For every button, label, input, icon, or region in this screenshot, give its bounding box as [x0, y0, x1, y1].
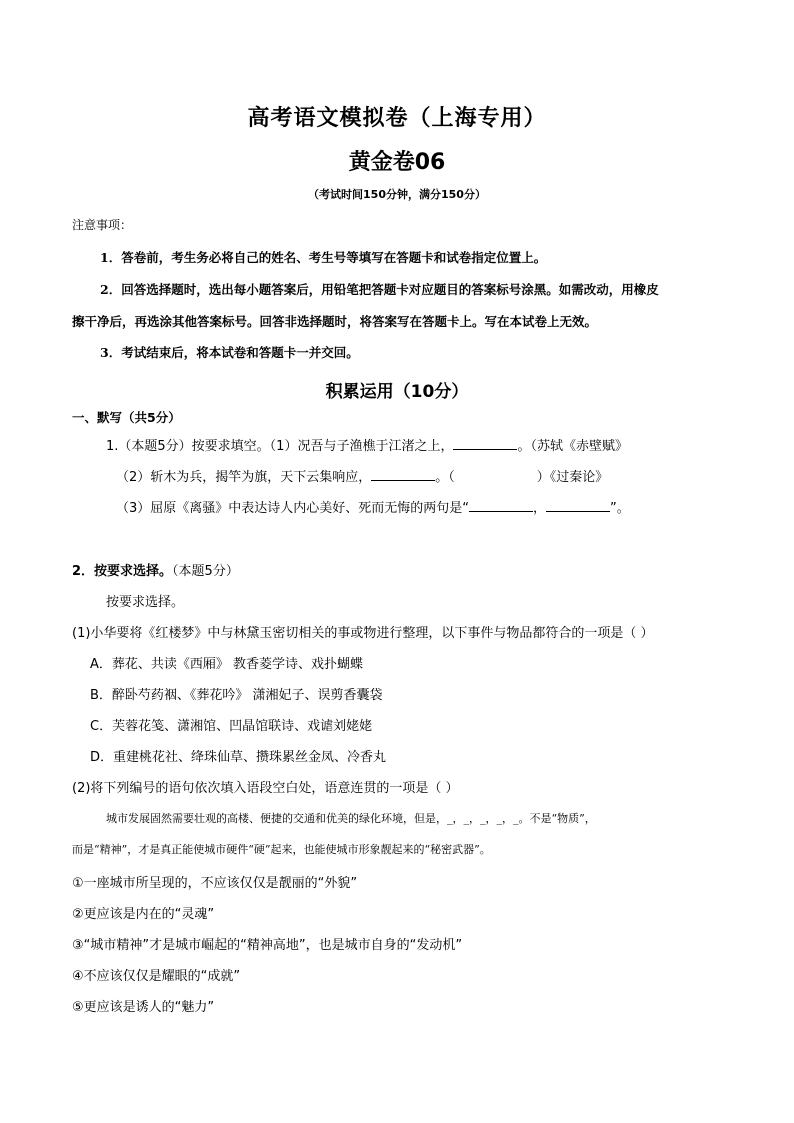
answer-blank[interactable]	[371, 468, 435, 481]
answer-blank[interactable]	[469, 499, 533, 512]
q2-heading-text: 2．按要求选择。	[72, 564, 173, 579]
q1-line1	[106, 435, 628, 454]
answer-blank[interactable]	[453, 437, 517, 450]
q1-line2	[116, 466, 608, 485]
sentence-item-3: ③“城市精神”才是城市崛起的“精神高地”，也是城市自身的“发动机”	[72, 938, 463, 953]
passage-line-1: 城市发展固然需要壮观的高楼、便捷的交通和优美的绿化环境，但是，_，_，_，_，_。不是“物质”，	[106, 812, 596, 825]
q1-line2-text-b: 。（	[435, 470, 455, 485]
q2-heading-score: （本题5分）	[172, 564, 239, 579]
passage-line-2: 而是“精神”，才是真正能使城市硬件“硬”起来，也能使城市形象靓起来的“秘密武器”。	[72, 843, 491, 856]
q2-sub2: (2)将下列编号的语句依次填入语段空白处，语意连贯的一项是（ ）	[72, 781, 459, 796]
sentence-item-5: ⑤更应该是诱人的“魅力”	[72, 1000, 215, 1015]
notice-item-2-line1: 2．回答选择题时，选出每小题答案后，用铅笔把答题卡对应题目的答案标号涂黑。如需改动，用橡皮	[100, 282, 659, 297]
q1-line3-text-a: （3）屈原《离骚》中表达诗人内心美好、死而无悔的两句是“	[116, 501, 470, 516]
q1-line1-text-a: 1.（本题5分）按要求填空。（1）况吾与子渔樵于江渚之上，	[106, 439, 454, 454]
q2-option-d[interactable]: D．重建桃花社、绛珠仙草、攒珠累丝金凤、冷香丸	[90, 750, 387, 765]
sentence-item-2: ②更应该是内在的“灵魂”	[72, 907, 215, 922]
q2-sub1: (1)小华要将《红楼梦》中与林黛玉密切相关的事或物进行整理，以下事件与物品都符合的一项是（ ）	[72, 626, 654, 641]
notice-item-2-line2: 擦干净后，再选涂其他答案标号。回答非选择题时，将答案写在答题卡上。写在本试卷上无效。	[72, 314, 598, 329]
q1-line2-text-c: ）《过秦论》	[536, 470, 609, 485]
sentence-item-4: ④不应该仅仅是耀眼的“成就”	[72, 969, 241, 984]
q2-option-c[interactable]: C．芙蓉花笺、潇湘馆、凹晶馆联诗、戏谑刘姥姥	[90, 719, 373, 734]
exam-time-info: （考试时间150分钟，满分150分）	[308, 188, 486, 201]
exam-subtitle: 黄金卷06	[348, 150, 446, 175]
section-title: 积累运用（10分）	[325, 382, 469, 402]
q2-heading	[72, 560, 239, 579]
q1-line3-text-b: ，	[533, 501, 547, 516]
notice-item-1: 1．答卷前，考生务必将自己的姓名、考生号等填写在答题卡和试卷指定位置上。	[100, 250, 547, 265]
q2-option-a[interactable]: A．葬花、共读《西厢》 教香菱学诗、戏扑蝴蝶	[90, 657, 364, 672]
q2-instruction: 按要求选择。	[106, 595, 185, 610]
q1-line2-text-a: （2）斩木为兵，揭竿为旗，天下云集响应，	[116, 470, 372, 485]
notice-heading: 注意事项：	[72, 218, 133, 232]
q1-line3-text-c: ”。	[610, 501, 630, 516]
sentence-item-1: ①一座城市所呈现的，不应该仅仅是靓丽的“外貌”	[72, 876, 358, 891]
notice-item-3: 3．考试结束后，将本试卷和答题卡一并交回。	[100, 345, 359, 360]
answer-blank[interactable]	[546, 499, 610, 512]
exam-title: 高考语文模拟卷（上海专用）	[247, 106, 547, 131]
q1-line1-text-b: 。（苏轼《赤壁赋》	[517, 439, 628, 454]
q2-option-b[interactable]: B．醉卧芍药裀、《葬花吟》 潇湘妃子、误剪香囊袋	[90, 688, 383, 703]
q1-line3	[116, 497, 630, 516]
q1-heading: 一、默写（共5分）	[72, 410, 181, 425]
